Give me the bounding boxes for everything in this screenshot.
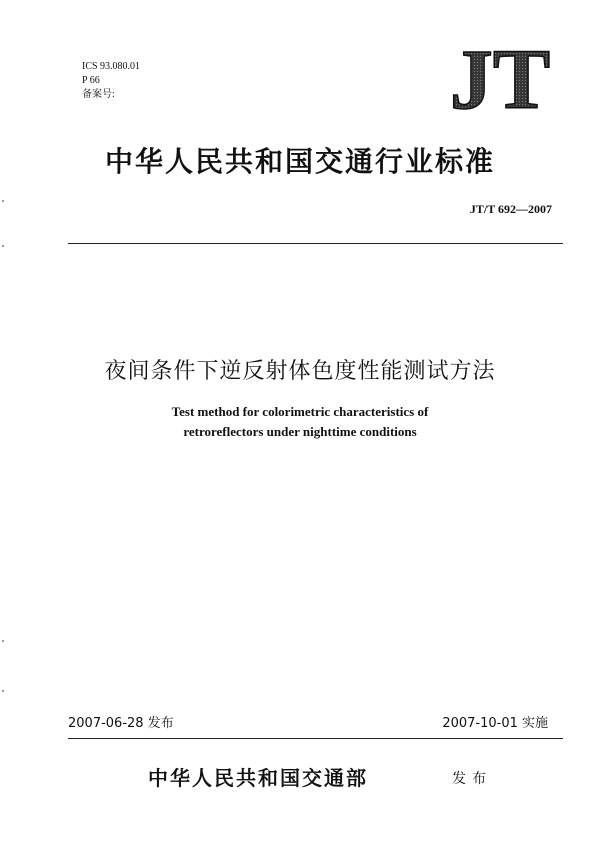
title-en-line-2: retroreflectors under nighttime conditions [183,424,417,439]
standard-number: JT/T 692—2007 [469,202,552,216]
footer-divider [68,738,563,739]
header-divider [68,243,563,244]
classification-block [82,60,140,102]
scan-mark [2,200,4,202]
issue-date: 2007-06-28 发布 [68,716,174,731]
implementation-date: 2007-10-01 实施 [442,716,548,731]
scan-mark [2,245,4,247]
record-number-label: 备案号: [82,89,115,100]
ics-code: ICS 93.080.01 [82,61,141,72]
document-title-en [0,402,600,442]
issuing-authority: 中华人民共和国交通部 [148,766,368,790]
scan-mark [2,690,4,692]
standard-category-title: 中华人民共和国交通行业标准 [104,145,495,178]
svg-text:JT: JT [449,40,551,116]
scan-mark [2,640,4,642]
issue-action: 发布 [452,771,492,787]
title-en-line-1: Test method for colorimetric characteristics of [171,404,429,419]
document-title-cn: 夜间条件下逆反射体色度性能测试方法 [104,359,496,384]
jt-logo [440,40,560,116]
class-code: P 66 [82,75,100,86]
